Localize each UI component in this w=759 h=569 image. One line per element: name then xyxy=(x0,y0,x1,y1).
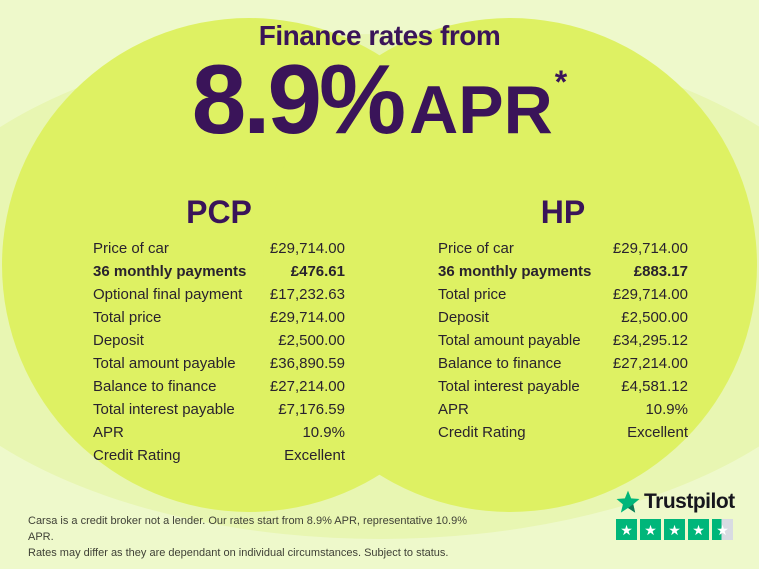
rating-star-icon: ★ xyxy=(616,519,637,540)
row-value: £29,714.00 xyxy=(612,286,688,303)
table-row xyxy=(438,237,688,260)
pcp-table xyxy=(93,237,345,467)
table-row xyxy=(93,329,345,352)
apr-label: APR xyxy=(409,72,553,148)
row-label: Price of car xyxy=(93,240,169,257)
row-value: £17,232.63 xyxy=(269,286,345,303)
table-row xyxy=(93,421,345,444)
row-value: Excellent xyxy=(627,424,688,441)
table-row xyxy=(93,444,345,467)
disclaimer-line-1: Carsa is a credit broker not a lender. Our rates start from 8.9% APR, representative 10.9% APR. xyxy=(28,515,467,543)
footnote-asterisk: * xyxy=(554,64,568,100)
row-value: £29,714.00 xyxy=(612,240,688,257)
row-value: £27,214.00 xyxy=(269,378,345,395)
row-value: £2,500.00 xyxy=(278,332,345,349)
row-label: Total interest payable xyxy=(93,401,235,418)
rate-headline xyxy=(0,44,759,154)
table-row xyxy=(438,329,688,352)
row-value: £36,890.59 xyxy=(269,355,345,372)
hp-table xyxy=(438,237,688,444)
rating-star-icon: ★ xyxy=(640,519,661,540)
table-row xyxy=(438,260,688,283)
table-row xyxy=(93,260,345,283)
trustpilot-badge xyxy=(615,489,735,540)
row-label: Price of car xyxy=(438,240,514,257)
row-label: Total price xyxy=(438,286,507,303)
table-row xyxy=(93,398,345,421)
row-label: Deposit xyxy=(93,332,144,349)
row-label: Total interest payable xyxy=(438,378,580,395)
row-label: Deposit xyxy=(438,309,489,326)
row-value: £4,581.12 xyxy=(621,378,688,395)
row-label: Balance to finance xyxy=(438,355,562,372)
row-label: APR xyxy=(438,401,469,418)
table-row xyxy=(438,375,688,398)
banner-title: Finance rates from xyxy=(258,20,501,51)
trustpilot-rating-stars xyxy=(616,519,735,540)
row-label: Total price xyxy=(93,309,162,326)
table-row xyxy=(93,237,345,260)
row-value: £27,214.00 xyxy=(612,355,688,372)
row-label: Credit Rating xyxy=(93,447,181,464)
hp-heading: HP xyxy=(540,194,586,230)
row-value: Excellent xyxy=(284,447,345,464)
row-value: £29,714.00 xyxy=(269,240,345,257)
trustpilot-logo xyxy=(615,489,735,515)
row-value: £7,176.59 xyxy=(278,401,345,418)
rating-star-icon: ★ xyxy=(688,519,709,540)
table-row xyxy=(438,398,688,421)
rating-star-partial-icon: ★ xyxy=(712,519,733,540)
row-label: 36 monthly payments xyxy=(93,263,247,280)
disclaimer-line-2: Rates may differ as they are dependant on individual circumstances. Subject to status. xyxy=(28,546,449,559)
rate-value: 8.9% xyxy=(191,44,404,154)
row-label: Optional final payment xyxy=(93,286,243,303)
trustpilot-wordmark: Trustpilot xyxy=(644,490,735,513)
row-value: 10.9% xyxy=(645,401,688,418)
table-row xyxy=(438,306,688,329)
row-label: APR xyxy=(93,424,124,441)
table-row xyxy=(93,283,345,306)
row-label: Credit Rating xyxy=(438,424,526,441)
row-value: £476.61 xyxy=(290,263,345,280)
row-value: £34,295.12 xyxy=(612,332,688,349)
row-label: 36 monthly payments xyxy=(438,263,592,280)
table-row xyxy=(93,375,345,398)
row-value: £29,714.00 xyxy=(269,309,345,326)
row-value: £2,500.00 xyxy=(621,309,688,326)
row-label: Balance to finance xyxy=(93,378,217,395)
trustpilot-star-icon xyxy=(615,489,641,515)
table-row xyxy=(438,421,688,444)
row-value: £883.17 xyxy=(633,263,688,280)
table-row xyxy=(438,352,688,375)
table-row xyxy=(93,352,345,375)
pcp-heading: PCP xyxy=(186,194,252,230)
row-label: Total amount payable xyxy=(438,332,581,349)
legal-disclaimer xyxy=(28,514,478,562)
row-label: Total amount payable xyxy=(93,355,236,372)
rating-star-icon: ★ xyxy=(664,519,685,540)
table-row xyxy=(93,306,345,329)
table-row xyxy=(438,283,688,306)
row-value: 10.9% xyxy=(302,424,345,441)
